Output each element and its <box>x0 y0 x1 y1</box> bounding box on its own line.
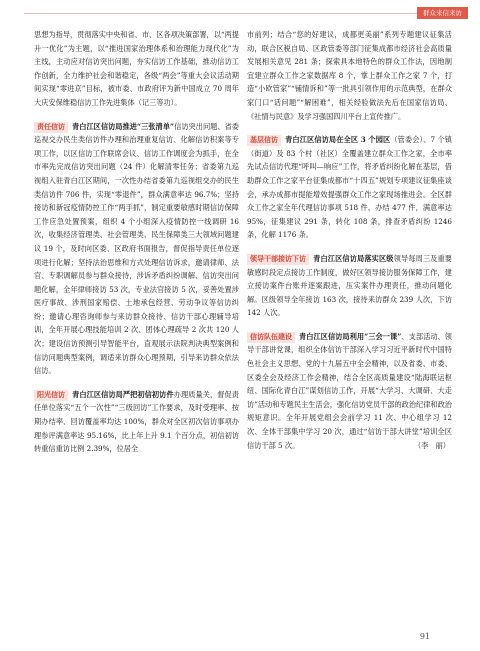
section-lead-responsibility: 青白江区信访局推进“三张清单” <box>72 121 175 131</box>
section-team-building-paragraph <box>247 330 452 452</box>
section-responsibility-paragraph <box>34 120 239 378</box>
section-lead-sunshine: 青白江区信访局严把初信初访件 <box>72 389 174 399</box>
section-lead-grassroots: 青白江区信访局在全区 3 个园区 <box>285 135 391 145</box>
section-leader-visit-paragraph <box>247 252 452 320</box>
section-label-leader-visit: 领导干部接访下访 <box>247 254 309 265</box>
running-header <box>24 7 480 19</box>
page-number: 91 <box>419 632 430 641</box>
section-body-sunshine: 办理质量关，督促责任单位落实“五个一次性”“三级回访”工作要求，及时受理率、按期办结率、回访覆盖率均达 100%，群众对全区初次信访事项办理参评满意率达 95.16%，比上年上升 9.1 个百分点，初信初访转重信重访比例 2.39%，位居全 <box>34 389 239 454</box>
author-credit: （李 丽） <box>414 440 450 450</box>
section-body-team-building: 、支部活动、领导干部讲党课，组织全体信访干部深入学习习近平新时代中国特色社会主义思想、党的十九届五中全会精神，以及省委、市委、区委全会及经济工作会精神，结合全区高质量建设“陆海联运枢纽、国际化青白江”谋划信访工作，开展“大学习、大调研、大走访”活动和专题民主生活会，强化信访党员干部的政治纪律和政治规矩意识。全年开展党组会会前学习 11 次、中心组学习 12 次、全体干部集中学习 20 次，通过“信访干部大讲堂”培训全区信访干部 5 次。 <box>247 331 452 450</box>
section-label-sunshine: 阳光信访 <box>34 390 68 401</box>
section-label-team-building: 信访队伍建设 <box>247 332 295 343</box>
section-sunshine-paragraph <box>34 388 239 456</box>
section-body-leader-visit: 领导每周三及重要敏感时段定点接访工作制度，做好区领导接访服务保障工作，建立接访案件台账并逐案跟进，压实案件办理责任，推动问题化解。区级领导全年接访 163 次，接待来访群众 239 人次，下访 142 人次。 <box>247 253 452 318</box>
section-label-grassroots: 基层信访 <box>247 135 281 146</box>
section-label-responsibility: 责任信访 <box>34 122 68 133</box>
section-lead-team-building: 青白江区信访局利用“三会一课” <box>299 331 402 341</box>
left-intro-paragraph: 思想为指导，贯彻落实中央和省、市、区各项决策部署，以“两提升一优化”为主题，以“推进国家治理体系和治理能力现代化”为主线，主动应对信访突出问题，夯实信访工作基础，推动信访工作创新，全力维护社会和谐稳定，各级“两会”等重大会议活动期间实现“零进京”目标，被市委、市政府评为新中国成立 70 周年大庆安保维稳信访工作先进集体（记三等功）。 <box>34 30 239 107</box>
section-body-grassroots: （管委会）、7 个镇（街道）及 83 个村（社区）全覆盖建立群众工作之家，全市率先试点信访代理“呼叫—响应”工作，将矛盾纠纷化解在基层，借助群众工作之家平台征集成都市“十四五”规划专项建议征集座谈会，承办成都市提能增效提强群众工作之家现场推进会。全区群众工作之家全年代理信访事项 518 件，办结 477 件，满意率达 95%，征集建议 291 条，转化 108 条，排查矛盾纠纷 1246 条，化解 1176 条。 <box>247 135 452 240</box>
left-column <box>34 28 239 618</box>
section-tag: 群众来信来访 <box>417 7 468 19</box>
right-column <box>247 28 452 618</box>
right-intro-paragraph: 市前列；结合“您的好建议，成都更美丽”系列专题建议征集活动，联合区税自局、区政管委等部门征集成都市经济社会高质量发展相关意见 281 条；探索具本地特色的群众工作法，因地制宜建立群众工作之家数据库 8 个，掌上群众工作之家 7 个，打造“小欧管家”“铺情诉和”等一批具引领作用的示范典型，在群众家门口“话问题”“解困难”，相关经验做法先后在国家信访局、《社情与民意》及学习强国四川平台上宣传推广。 <box>247 30 452 121</box>
section-grassroots-paragraph <box>247 133 452 242</box>
header-rule <box>24 13 422 14</box>
section-lead-leader-visit: 青白江区信访局落实区级 <box>313 253 394 263</box>
section-body-responsibility: 信访突出问题、省委巡视交办民生类信访件办理和治理重复信访、化解信访积案等专项工作，以区信访工作联席会议、信访工作调度会为抓手，在全市率先完成信访突出问题（24 件）化解清零任务；省委第九巡视组入驻青白江区期间，一次性办结省委第九巡视组交办的民生类信访件 706 件，实现“零退件”，群众满意率达 96.7%；坚持接访和新冠疫情防控工作“两手抓”，制定重要敏感时期信访保障工作应急处置预案，组织 4 个小组深入疫情防控一线调研 16 次，收集经济管理类、社会管理类、民生保障类三大领域问题建议 19 个，及时向区委、区政府书面报告，督促指导责任单位逐项进行化解；坚持法治思维和方式处理信访诉求，邀请律师、法官、专职调解员参与群众接待，涉诉矛盾纠纷调解、信访突出问题化解，全年律师接访 53 次，专业法官接访 5 次，妥善处置涉医疗事故、涉刑国家赔偿、土地承包经营、劳动争议等信访纠纷；邀请心理咨询师参与来访群众接待、信访干部心理辅导培训，全年开展心理技能培训 2 次、团体心理疏导 2 次共 120 人次；建设信访预测引导智能平台，直观展示法院判决典型案例和信访问题典型案例，调适来访群众心理预期，引导来访群众依法信访。 <box>34 121 239 376</box>
